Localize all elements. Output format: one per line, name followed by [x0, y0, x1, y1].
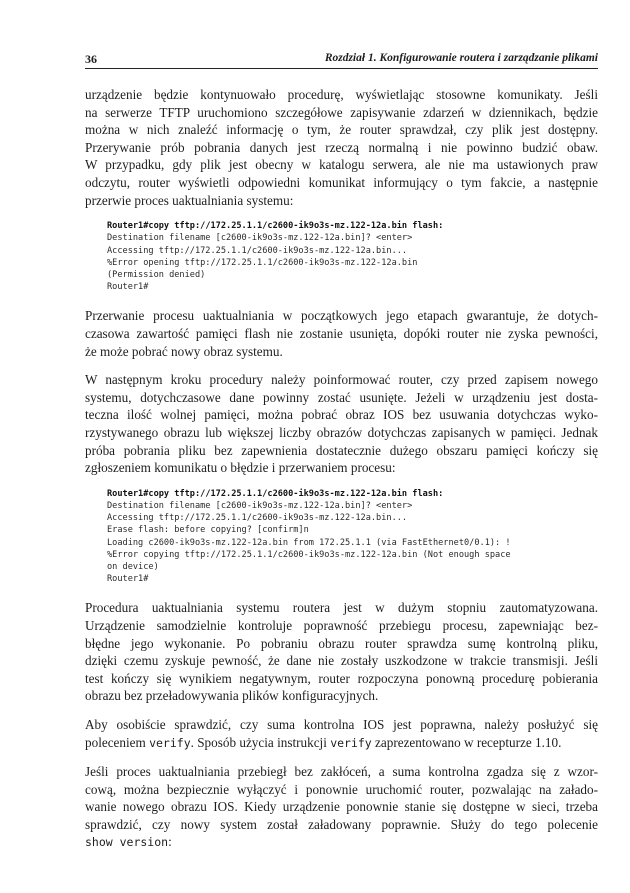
code-line: %Error opening tftp://172.25.1.1/c2600-ik9o3s-mz.122-12a.bin — [107, 257, 418, 268]
inline-code-verify: verify — [149, 735, 191, 750]
running-title: Rozdział 1. Konfigurowanie routera i zarządzanie plikami — [324, 52, 598, 64]
text-line: odczytu, router wyświetli odpowiedni komunikat informujący o tym fakcie, a następnie — [85, 174, 598, 190]
text-line: W przypadku, gdy plik jest obecny w katalogu serwera, ale nie ma ustawionych praw — [85, 157, 598, 173]
text-line — [85, 734, 598, 753]
code-line: Accessing tftp://172.25.1.1/c2600-ik9o3s-mz.122-12a.bin... — [107, 513, 408, 524]
text-line: systemu, dotychczasowe dane powinny zostać usunięte. Jeżeli w urządzeniu jest dosta- — [85, 389, 598, 405]
code-line: Accessing tftp://172.25.1.1/c2600-ik9o3s-mz.122-12a.bin... — [107, 245, 408, 256]
paragraph-5 — [85, 716, 598, 752]
text-line — [85, 833, 598, 852]
text-run: poleceniem — [85, 734, 150, 750]
text-line: próba pobrania pliku bez zapewnienia dostatecznie dużego obszaru pamięci kończy się — [85, 442, 598, 458]
text-line: na serwerze TFTP uruchomiono szczegółowe zapisywanie zdarzeń w dziennikach, będzie — [85, 104, 598, 120]
text-line: błędne jego wykonanie. Po pobraniu obrazu router sprawdza sumę kontrolną pliku, — [85, 635, 598, 651]
text-line: rzystywanego obrazu lub większej liczby obrazów dotychczas zapisanych w pamięci. Jednak — [85, 424, 598, 440]
code-line: Destination filename [c2600-ik9o3s-mz.122-12a.bin]? <enter> — [107, 500, 413, 511]
text-run: . Sposób użycia instrukcji — [190, 734, 331, 750]
code-line: on device) — [107, 561, 159, 572]
code-listing-1 — [107, 220, 598, 293]
code-command: copy tftp://172.25.1.1/c2600-ik9o3s-mz.122-12a.bin flash: — [148, 221, 444, 232]
code-prompt: Router1# — [107, 221, 149, 232]
paragraph-6 — [85, 763, 598, 852]
text-line: Urządzenie samodzielnie kontroluje poprawność przebiegu procesu, zapewniając bez- — [85, 617, 598, 633]
text-line: W następnym kroku procedury należy poinformować router, czy przed zapisem nowego — [85, 372, 598, 388]
text-line: sprawdzić, czy nowy system został załadowany poprawnie. Służy do tego polecenie — [85, 816, 598, 832]
code-prompt: Router1# — [107, 488, 149, 499]
text-line: można w nich znaleźć informację o tym, że router sprawdzał, czy plik jest dostępny. — [85, 122, 598, 138]
code-line: (Permission denied) — [107, 269, 206, 280]
code-command: copy tftp://172.25.1.1/c2600-ik9o3s-mz.122-12a.bin flash: — [148, 488, 444, 499]
text-line: Aby osobiście sprawdzić, czy suma kontrolna IOS jest poprawna, należy posłużyć się — [85, 716, 598, 732]
code-line: Loading c2600-ik9o3s-mz.122-12a.bin from 172.25.1.1 (via FastEthernet0/0.1): ! — [107, 537, 511, 548]
page-number: 36 — [85, 52, 97, 66]
text-line: Przerywanie prób pobrania danych jest rzeczą normalną i nie powinno budzić obaw. — [85, 139, 598, 155]
text-line: Jeśli proces uaktualniania przebiegł bez zakłóceń, a suma kontrolna zgadza się z wzor- — [85, 764, 598, 780]
code-end-prompt: Router1# — [107, 574, 149, 585]
text-line: cową, można bezpiecznie wyłączyć i ponownie uruchomić router, pozwalając na załado- — [85, 781, 598, 797]
paragraph-3 — [85, 371, 598, 477]
text-line: obrazu bez przeładowywania plików konfiguracyjnych. — [85, 688, 379, 704]
page-header — [85, 52, 598, 69]
code-end-prompt: Router1# — [107, 282, 149, 293]
inline-code-verify: verify — [330, 735, 372, 750]
text-line: Procedura uaktualniania systemu routera jest w dużym stopniu zautomatyzowana. — [85, 600, 598, 616]
text-line: czasowa zawartość pamięci flash nie zostanie usunięta, dopóki router nie zyska pewności, — [85, 325, 598, 341]
paragraph-2 — [85, 307, 598, 360]
text-run: : — [168, 834, 172, 850]
text-line: dzięki czemu zyskuje pewność, że dane nie zostały uszkodzone w trakcie transmisji. Jeśli — [85, 653, 598, 669]
text-line: że może pobrać nowy obraz systemu. — [85, 343, 283, 359]
paragraph-4 — [85, 599, 598, 705]
text-line: urządzenie będzie kontynuowało procedurę, wyświetlając stosowne komunikaty. Jeśli — [85, 87, 598, 102]
text-line: Przerwanie procesu uaktualniania w początkowych jego etapach gwarantuje, że dotych- — [85, 308, 598, 324]
code-listing-2 — [107, 488, 598, 586]
code-line: Erase flash: before copying? [confirm]n — [107, 525, 309, 536]
inline-code-show-version: show version — [85, 835, 169, 850]
code-line: %Error copying tftp://172.25.1.1/c2600-ik9o3s-mz.122-12a.bin (Not enough space — [107, 549, 511, 560]
text-line: wanie nowego obrazu IOS. Kiedy urządzenie ponownie stanie się dostępne w sieci, trzeba — [85, 799, 598, 815]
text-line: teczna ilość wolnej pamięci, można pobrać obraz IOS bez usuwania dotychczas wyko- — [85, 407, 598, 423]
text-line: test kończy się wynikiem negatywnym, router rozpoczyna ponowną procedurę pobierania — [85, 670, 598, 686]
page-body — [85, 86, 598, 863]
paragraph-1 — [85, 86, 598, 209]
text-line: przerwie proces uaktualniania systemu: — [85, 192, 294, 208]
text-run: zaprezentowano w recepturze 1.10. — [371, 734, 562, 750]
code-line: Destination filename [c2600-ik9o3s-mz.122-12a.bin]? <enter> — [107, 233, 413, 244]
text-line: zgłoszeniem komunikatu o błędzie i przerwaniem procesu: — [85, 460, 396, 476]
